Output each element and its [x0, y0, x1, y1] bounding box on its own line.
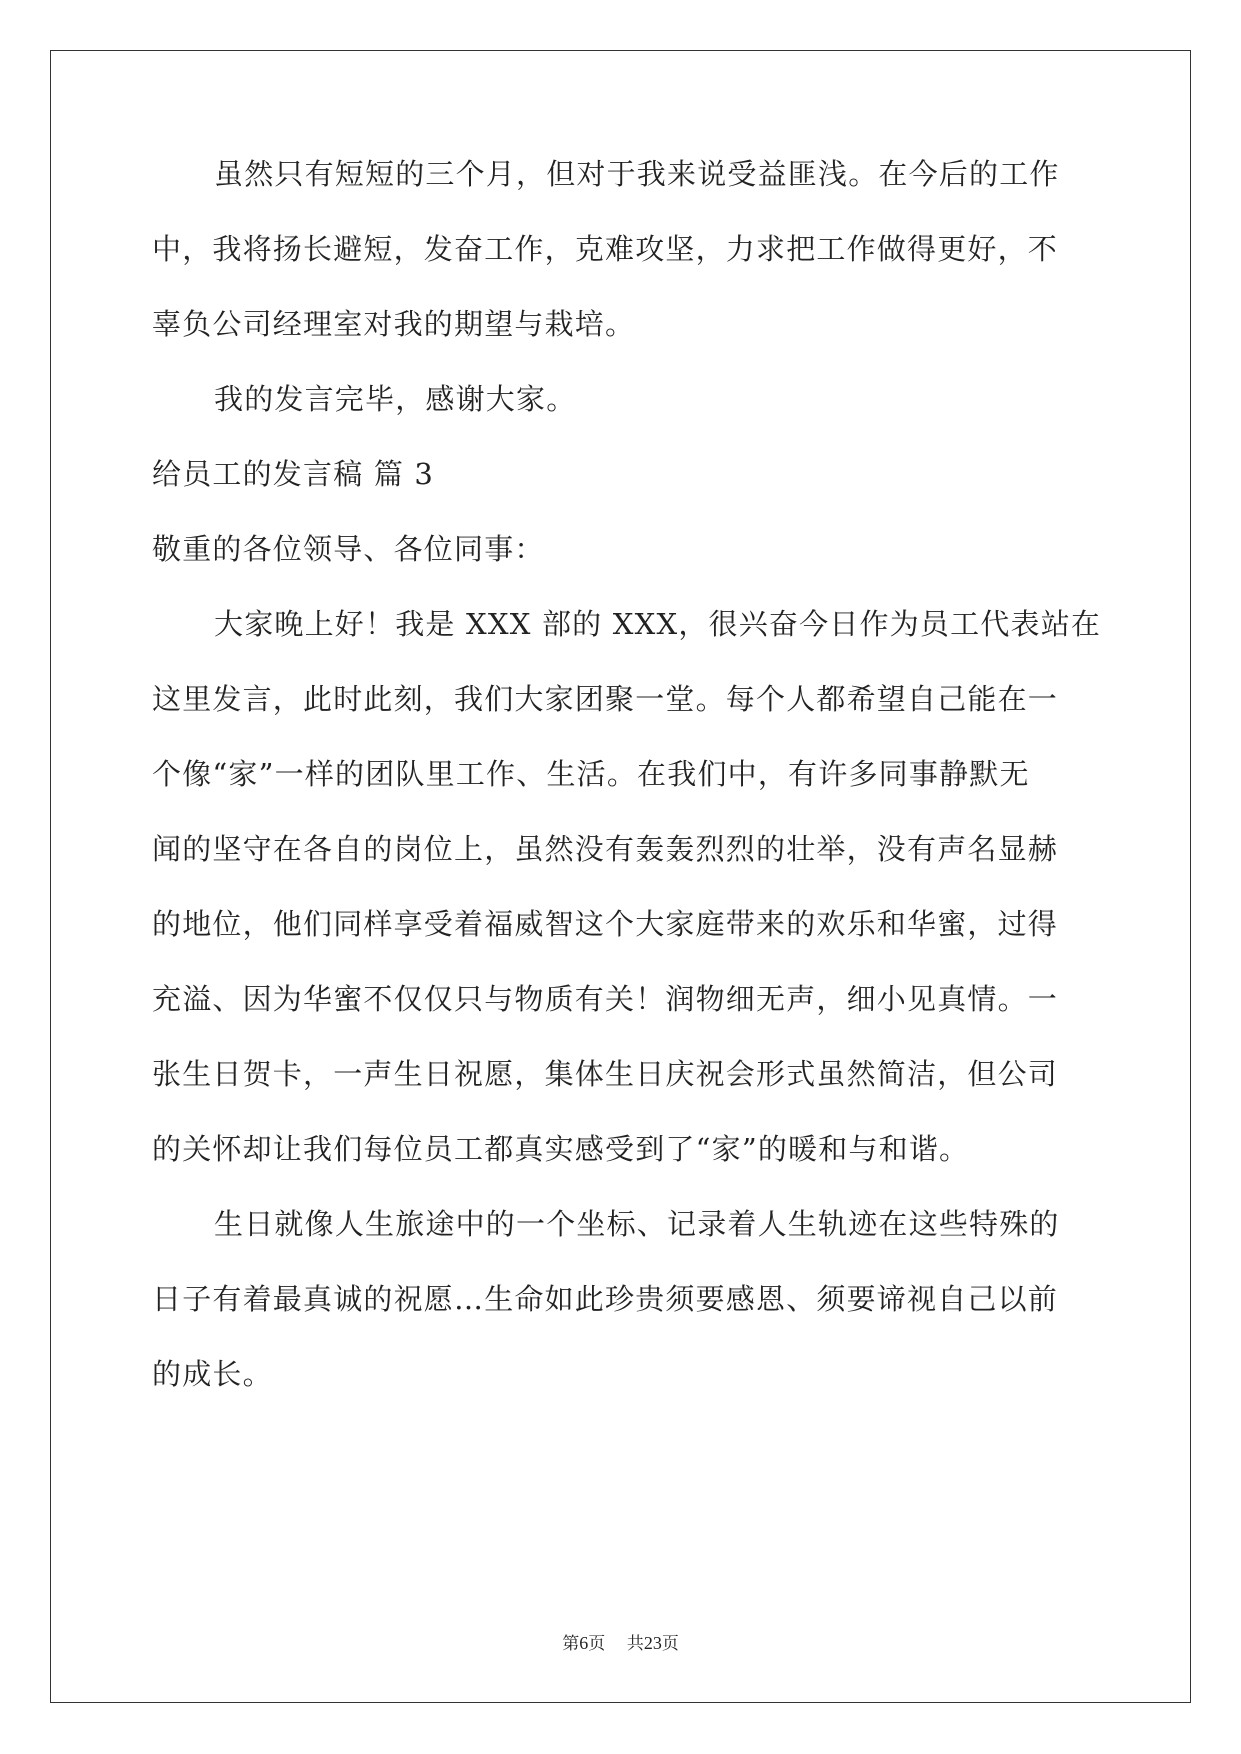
paragraph-line: 日子有着最真诚的祝愿…生命如此珍贵须要感恩、须要谛视自己以前: [152, 1282, 1059, 1316]
page-total: 23: [643, 1633, 662, 1653]
paragraph-line: 中，我将扬长避短，发奋工作，克难攻坚，力求把工作做得更好，不: [152, 232, 1059, 266]
paragraph-line: 大家晚上好！我是 XXX 部的 XXX，很兴奋今日作为员工代表站在: [214, 607, 1102, 641]
paragraph-line: 生日就像人生旅途中的一个坐标、记录着人生轨迹在这些特殊的: [214, 1207, 1060, 1241]
paragraph-line: 的地位，他们同样享受着福威智这个大家庭带来的欢乐和华蜜，过得: [152, 907, 1059, 941]
paragraph-line: 个像“家”一样的团队里工作、生活。在我们中，有许多同事静默无: [152, 757, 1030, 791]
paragraph-line: 我的发言完毕，感谢大家。: [214, 382, 577, 416]
section-heading: 给员工的发言稿 篇 3: [152, 457, 435, 491]
paragraph-line: 闻的坚守在各自的岗位上，虽然没有轰轰烈烈的壮举，没有声名显赫: [152, 832, 1059, 866]
page-footer: [0, 1632, 1241, 1655]
paragraph-line: 虽然只有短短的三个月，但对于我来说受益匪浅。在今后的工作: [214, 157, 1060, 191]
total-prefix: 共: [626, 1634, 644, 1654]
paragraph-line: 这里发言，此时此刻，我们大家团聚一堂。每个人都希望自己能在一: [152, 682, 1059, 716]
paragraph-line: 张生日贺卡，一声生日祝愿，集体生日庆祝会形式虽然简洁，但公司: [152, 1057, 1059, 1091]
paragraph-line: 充溢、因为华蜜不仅仅只与物质有关！润物细无声，细小见真情。一: [152, 982, 1059, 1016]
paragraph-line: 辜负公司经理室对我的期望与栽培。: [152, 307, 636, 341]
page-suffix: 页: [588, 1634, 606, 1654]
paragraph-line: 的关怀却让我们每位员工都真实感受到了“家”的暖和与和谐。: [152, 1132, 970, 1166]
page-border: [50, 50, 1191, 1703]
total-suffix: 页: [661, 1634, 679, 1654]
paragraph-line: 的成长。: [152, 1357, 273, 1391]
salutation: 敬重的各位领导、各位同事：: [152, 532, 545, 566]
page-number: 6: [579, 1633, 589, 1653]
page-prefix: 第: [562, 1634, 580, 1654]
